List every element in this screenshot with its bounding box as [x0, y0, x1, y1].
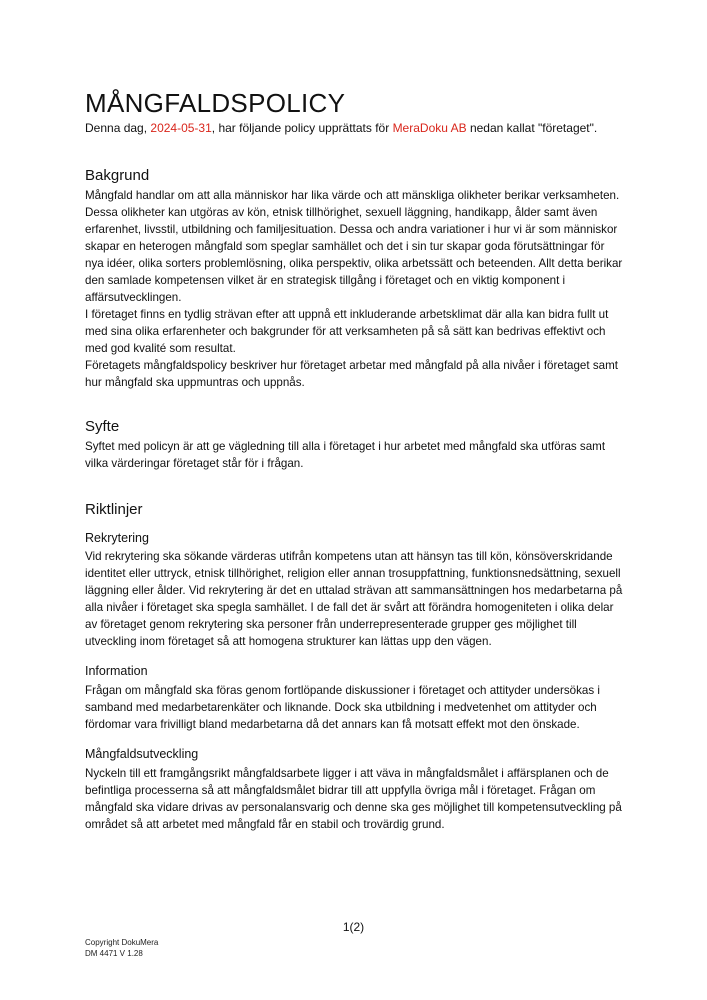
- heading-syfte: Syfte: [85, 418, 120, 435]
- intro-suffix: nedan kallat "företaget".: [466, 121, 598, 135]
- policy-date: 2024-05-31: [150, 121, 212, 135]
- bakgrund-paragraph-2: I företaget finns en tydlig strävan efter att uppnå ett inkluderande arbetsklimat där alla kan bidra fullt ut med sina olika erfarenheter och bakgrunder för att verksamheten på så sätt kan bedrivas effektivt och med god kvalité som resultat.: [85, 308, 609, 355]
- page-number: 1(2): [342, 920, 365, 934]
- mangfaldsutveckling-paragraph: Nyckeln till ett framgångsrikt mångfaldsarbete ligger i att väva in mångfaldsmålet i affärsplanen och de befintliga processerna så att mångfaldsmålet bidrar till att uppfylla övriga mål i företaget. Frågan om mångfald ska vidare drivas av personalansvarig och denne ska ges möjlighet till kompetensutveckling på området så att arbetet med mångfald får en stabil och trovärdig grund.: [85, 767, 622, 831]
- heading-bakgrund: Bakgrund: [85, 167, 150, 184]
- footer: [85, 937, 158, 959]
- rekrytering-paragraph: Vid rekrytering ska sökande värderas utifrån kompetens utan att hänsyn tas till kön, könsöverskridande identitet eller uttryck, etnisk tillhörighet, religion eller annan trosuppfattning, funktionsnedsättning, sexuell läggning eller ålder. Vid rekrytering är det en uttalad strävan att sammansättningen hos medarbetarna på alla nivåer i företaget ska spegla samhället. I de fall det är svårt att förändra homogeniteten i olika delar av företaget genom rekrytering ska personer från underrepresenterade grupper ges möjlighet till utveckling inom företaget så att homogena strukturer kan lättas upp den vägen.: [85, 550, 623, 648]
- heading-riktlinjer: Riktlinjer: [85, 501, 143, 518]
- footer-document-id: DM 4471 V 1.28: [85, 949, 143, 958]
- intro-prefix: Denna dag,: [85, 121, 151, 135]
- bakgrund-paragraph-3: Företagets mångfaldspolicy beskriver hur företaget arbetar med mångfald på alla nivåer i företaget samt hur mångfald ska uppmuntras och uppnås.: [85, 359, 618, 389]
- footer-copyright: Copyright DokuMera: [85, 938, 159, 947]
- subheading-rekrytering: Rekrytering: [85, 531, 149, 545]
- intro-middle: , har följande policy upprättats för: [211, 121, 393, 135]
- bakgrund-paragraph-1: Mångfald handlar om att alla människor har lika värde och att mänskliga olikheter berikar verksamheten. Dessa olikheter kan utgöras av kön, etnisk tillhörighet, sexuell läggning, handikapp, ålder samt även erfarenhet, livsstil, utbildning och familjesituation. Dessa och andra variationer i hur vi är som människor skapar en heterogen mångfald som speglar samhället och det i sin tur skapar goda förutsättningar för nya idéer, olika sorters problemlösning, olika perspektiv, olika arbetssätt och beteenden. Allt detta berikar den samlade kompetensen vilket är en strategisk tillgång i företaget och en viktig komponent i affärsutvecklingen.: [85, 189, 623, 304]
- information-paragraph: Frågan om mångfald ska föras genom fortlöpande diskussioner i företaget och attityder undersökas i samband med medarbetarenkäter och liknande. Dock ska utbildning i medvetenhet om attityder och fördomar vara frivilligt bland medarbetarna då det annars kan få motsatt effekt mot den önskade.: [85, 684, 600, 731]
- syfte-paragraph: Syftet med policyn är att ge vägledning till alla i företaget i hur arbetet med mångfald ska utföras samt vilka värderingar företaget står för i frågan.: [85, 440, 606, 470]
- intro-line: [85, 120, 625, 136]
- document-title: MÅNGFALDSPOLICY: [85, 88, 346, 118]
- subheading-mangfaldsutveckling: Mångfaldsutveckling: [85, 747, 199, 761]
- company-name: MeraDoku AB: [392, 121, 467, 135]
- subheading-information: Information: [85, 664, 148, 678]
- document-page: [85, 86, 625, 833]
